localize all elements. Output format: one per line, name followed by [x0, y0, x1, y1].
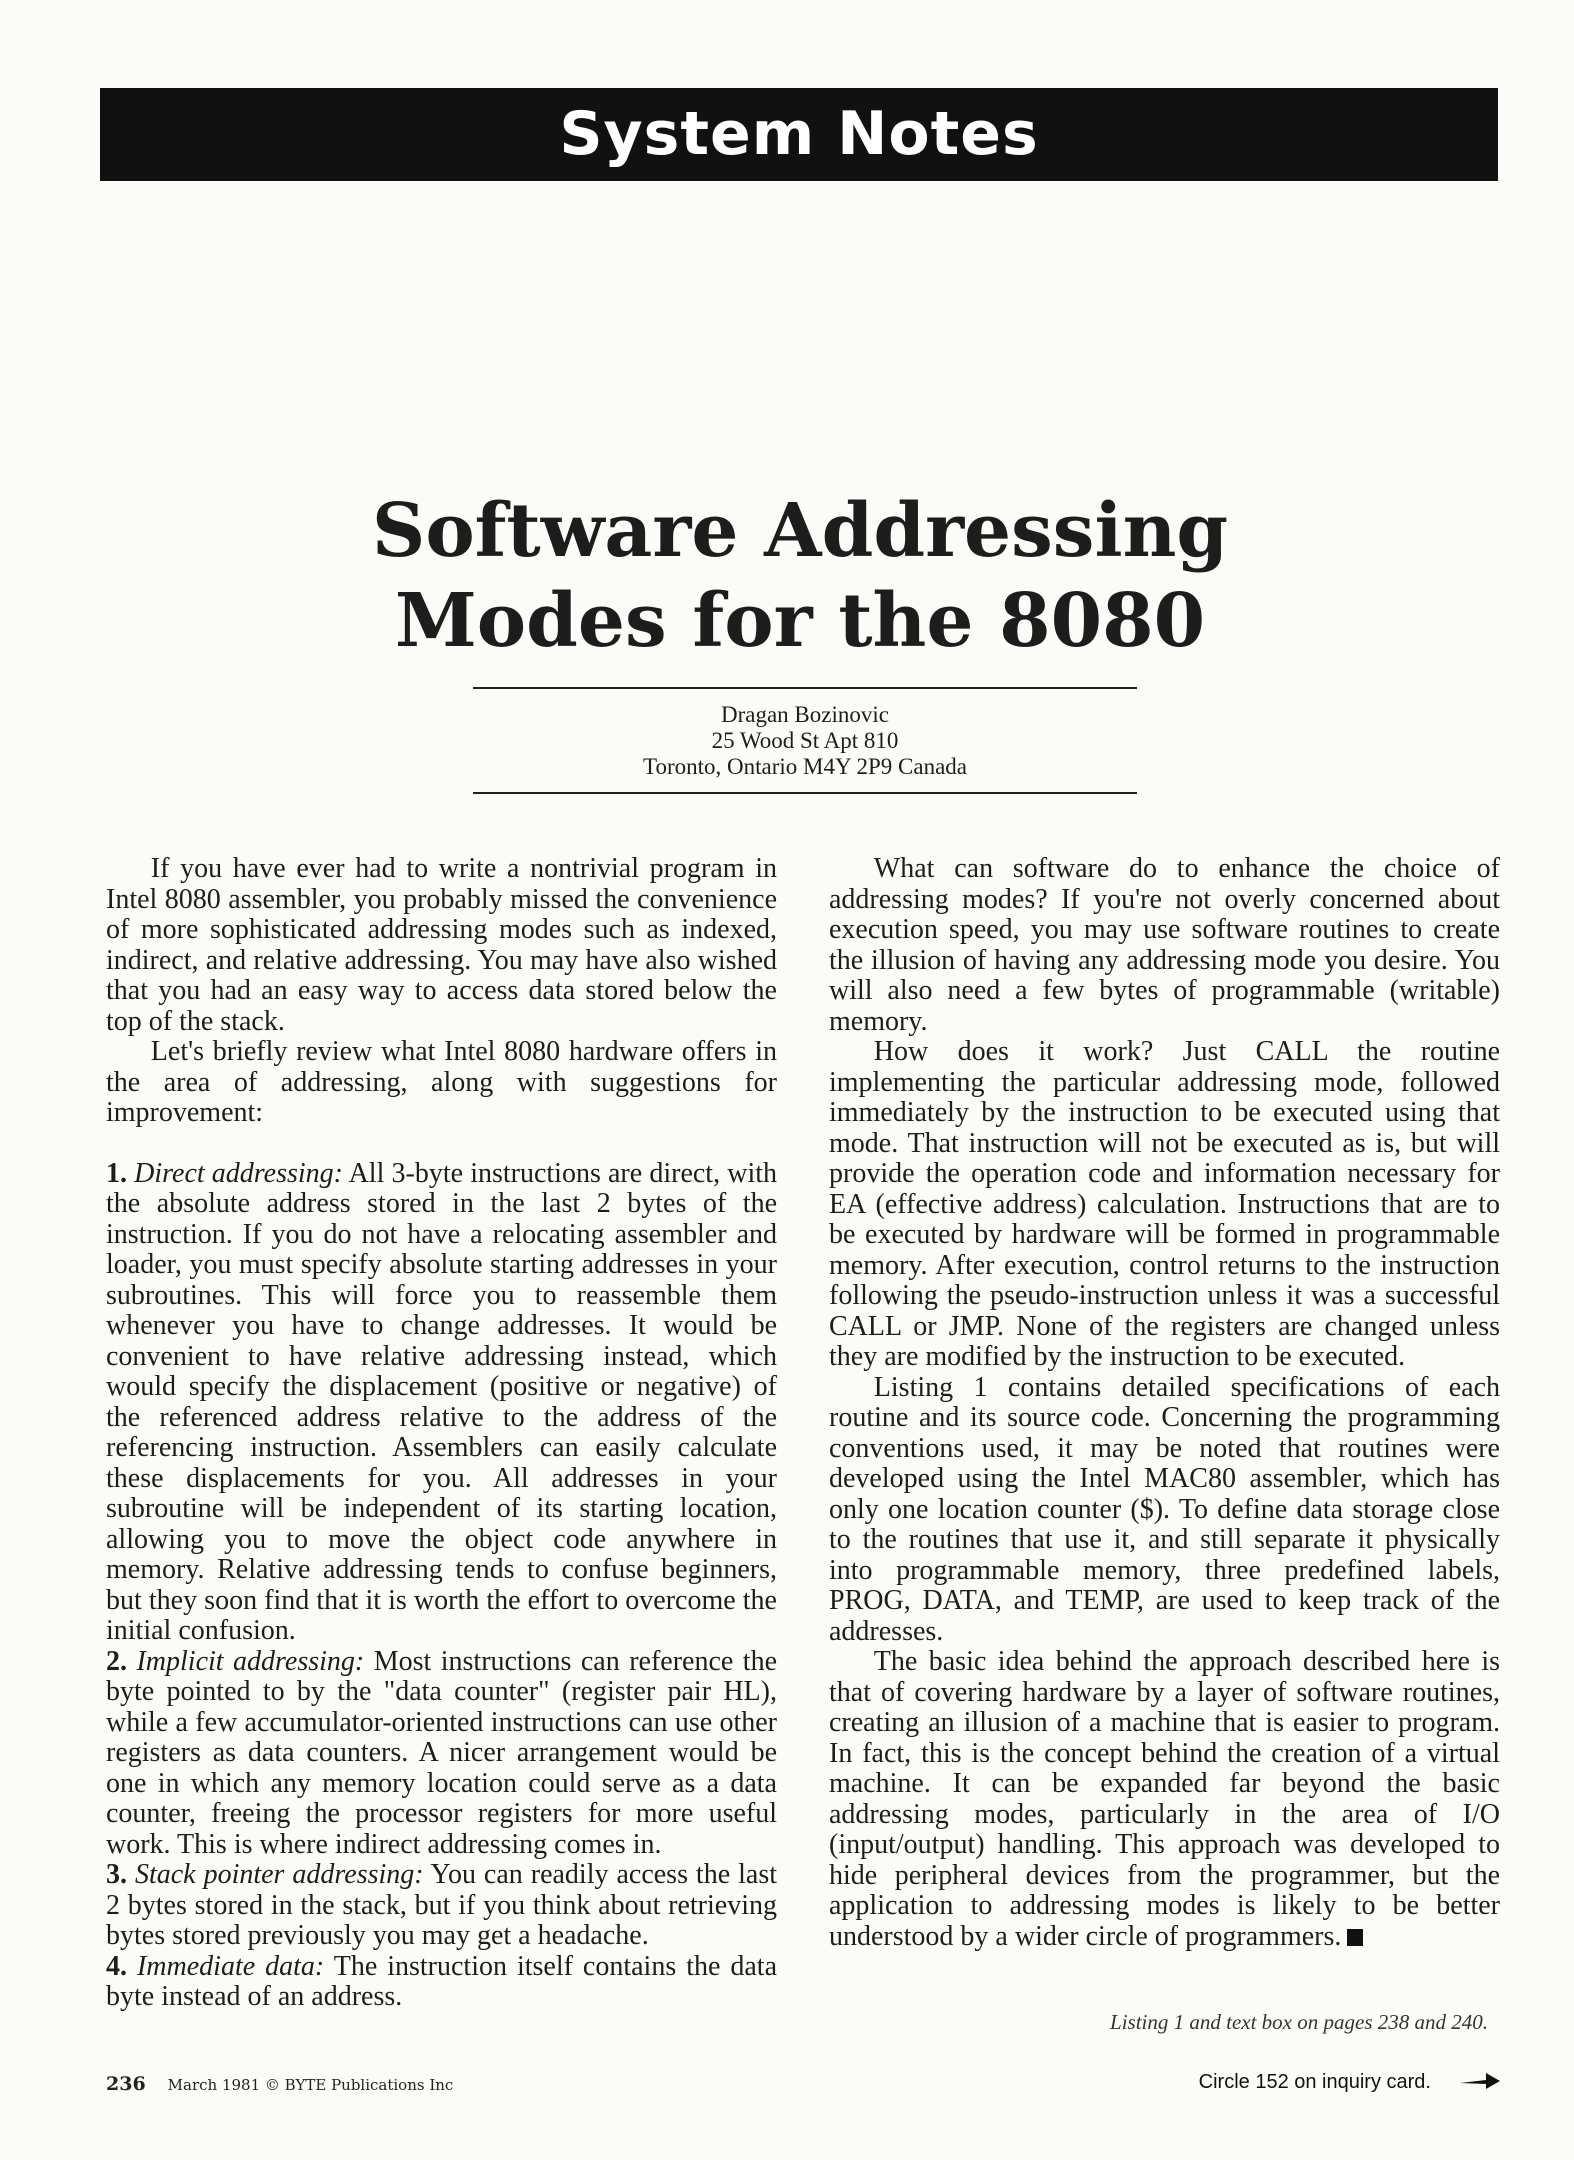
item-text: All 3-byte instructions are direct, with the absolute address stored in the last 2 bytes of the instruction. If you do not have a relocating assembler and loader, you must specify absolute starting addresses in your subroutines. This will force you to reassemble them whenever you have to change addresses. It would be convenient to have relative addressing instead, which would specify the displacement (positive or negative) of the referenced address relative to the address of the referencing instruction. Assemblers can easily calculate these displacements for you. All addresses in your subroutine will be independent of its starting location, allowing you to move the object code anywhere in memory. Relative addressing tends to confuse beginners, but they soon find that it is worth the effort to overcome the initial confusion. — [106, 1157, 777, 1646]
paragraph: Listing 1 contains detailed specifications of each routine and its source code. Concerning the programming conventions used, it may be noted that routines were developed using the Intel MAC80 assembler, which has only one location counter ($). To define data storage close to the routines that use it, and still separate it physically into programmable memory, three predefined labels, PROG, DATA, and TEMP, are used to keep track of the addresses. — [829, 1371, 1500, 1647]
page-number: 236 — [106, 2073, 146, 2095]
author-address-street: 25 Wood St Apt 810 — [711, 728, 899, 753]
paragraph — [829, 1647, 1500, 1952]
right-column — [829, 854, 1500, 1952]
paragraph: What can software do to enhance the choice of addressing modes? If you're not overly concerned about execution speed, you may use software routines to create the illusion of having any addressing mode you desire. You will also need a few bytes of programmable (writable) memory. — [829, 853, 1500, 1037]
paragraph: If you have ever had to write a nontrivial program in Intel 8080 assembler, you probably missed the convenience of more sophisticated addressing modes such as indexed, indirect, and relative addressing. You may have also wished that you had an easy way to access data stored below the top of the stack. — [106, 853, 777, 1037]
left-column — [106, 854, 777, 2013]
item-text: You can readily access the last 2 bytes stored in the stack, but if you think about retrieving bytes stored previously you may get a headache. — [106, 1859, 777, 1951]
section-banner — [100, 88, 1498, 181]
byline-rule-top — [473, 687, 1137, 689]
item-term: Implicit addressing: — [136, 1645, 365, 1677]
arrow-right-icon — [1458, 2069, 1502, 2093]
item-number: 1. — [106, 1157, 127, 1189]
item-term: Stack pointer addressing: — [134, 1859, 424, 1890]
author-address-city: Toronto, Ontario M4Y 2P9 Canada — [643, 754, 967, 779]
paragraph: Let's briefly review what Intel 8080 hardware offers in the area of addressing, along with suggestions for improvement: — [106, 1036, 777, 1128]
byline-rule-bottom — [473, 792, 1137, 794]
list-item — [106, 1647, 777, 1861]
paragraph-text: The basic idea behind the approach described here is that of covering hardware by a layer of software routines, creating an illusion of a machine that is easier to program. In fact, this is the concept behind the creation of a virtual machine. It can be expanded far beyond the basic addressing modes, particularly in the area of I/O (input/output) handling. This approach was developed to hide peripheral devices from the programmer, but the application to addressing modes is likely to be better understood by a wider circle of programmers. — [829, 1646, 1500, 1952]
article-title-line1: Software Addressing — [371, 488, 1229, 574]
author-name: Dragan Bozinovic — [721, 702, 889, 727]
publication-info: March 1981 © BYTE Publications Inc — [167, 2076, 454, 2094]
inquiry-note: Circle 152 on inquiry card. — [1198, 2071, 1431, 2093]
article-title-line2: Modes for the 8080 — [394, 578, 1206, 664]
listing-reference-caption: Listing 1 and text box on pages 238 and 240. — [1110, 2010, 1488, 2034]
item-number: 2. — [106, 1645, 127, 1677]
item-number: 3. — [106, 1859, 127, 1890]
page-footer — [106, 2073, 453, 2095]
end-mark-icon — [1347, 1929, 1363, 1946]
item-term: Direct addressing: — [134, 1157, 343, 1189]
list-item — [106, 1860, 777, 1952]
item-term: Immediate data: — [136, 1950, 325, 1982]
item-text: The instruction itself contains the data byte instead of an address. — [106, 1950, 778, 2012]
item-text: Most instructions can reference the byte pointed to by the "data counter" (register pair HL), while a few accumulator-oriented instructions can use other registers as data counters. A nicer arrangement would be one in which any memory location could serve as a data counter, freeing the processor registers for more useful work. This is where indirect addressing comes in. — [106, 1645, 777, 1860]
section-title: System Notes — [559, 99, 1039, 169]
list-item — [106, 1952, 777, 2013]
list-item — [106, 1159, 777, 1647]
item-number: 4. — [106, 1950, 127, 1982]
paragraph: How does it work? Just CALL the routine implementing the particular addressing mode, followed immediately by the instruction to be executed using that mode. That instruction will not be executed as is, but will provide the operation code and information necessary for EA (effective address) calculation. Instructions that are to be executed by hardware will be formed in programmable memory. After execution, control returns to the instruction following the pseudo-instruction unless it was a successful CALL or JMP. None of the registers are changed unless they are modified by the instruction to be executed. — [829, 1036, 1500, 1372]
